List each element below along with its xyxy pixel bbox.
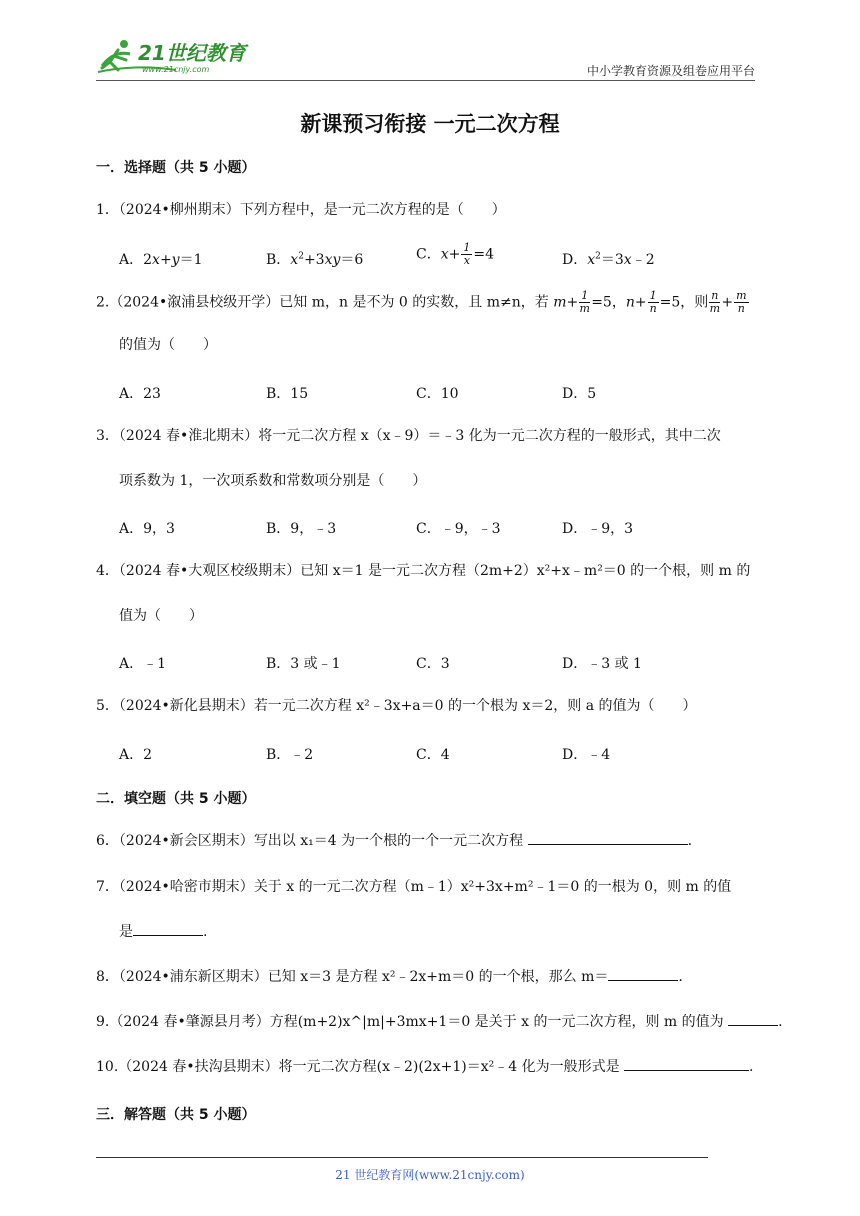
runner-logo-icon [96,36,256,76]
question-source: （2024 春•淮北期末） [118,428,259,444]
question-source: （2024•新会区期末） [118,833,254,849]
q2-option-c: C．10 [416,386,459,402]
question-7-continued: 是 . [119,924,208,940]
q2-option-a: A．23 [119,386,161,402]
question-text: 已知 x＝3 是方程 x²﹣2x+m＝0 的一个根，那么 m＝ [267,969,609,985]
question-2-continued: 的值为（ ） [119,337,217,353]
q5-option-b: B．﹣2 [266,747,314,763]
question-source: （2024•浦东新区期末） [118,969,268,985]
question-number: 10. [96,1059,119,1075]
question-text: 已知 x＝1 是一元二次方程（2m+2）x²+x﹣m²＝0 的一个根，则 m 的 [300,563,751,579]
footer-link[interactable]: 21 世纪教育网(www.21cnjy.com) [335,1168,525,1182]
question-source: （2024 春•扶沟县期末） [118,1059,279,1075]
question-source: （2024 春•肇源县月考） [109,1014,270,1030]
svg-text:www.21cnjy.com: www.21cnjy.com [142,65,210,74]
question-text: 写出以 x₁＝4 为一个根的一个一元二次方程 [253,833,524,849]
question-text: 方程(m+2)x^|m|+3mx+1＝0 是关于 x 的一元二次方程，则 m 的值为 [269,1014,724,1030]
q2-option-d: D．5 [562,386,597,402]
svg-text:21世纪教育: 21世纪教育 [138,41,246,65]
question-number: 1． [96,202,119,218]
question-source: （2024•哈密市期末） [118,879,254,895]
answer-blank[interactable] [133,934,203,936]
question-number: 6． [96,833,119,849]
question-source: （2024•柳州期末） [118,202,240,218]
q3-option-c: C．﹣9，﹣3 [416,521,501,537]
page-title: 新课预习衔接 一元二次方程 [300,112,560,136]
q3-option-a: A．9，3 [119,521,175,537]
question-7 [96,879,762,896]
section-answer-heading: 三．解答题（共 5 小题） [96,1107,256,1123]
q1-option-a: A．2x+y＝1 [119,252,203,268]
question-number: 5． [96,698,119,714]
answer-blank[interactable] [528,843,688,845]
question-4 [96,563,762,580]
q5-option-d: D．﹣4 [562,747,611,763]
q1-option-d: D．$x^2=3x﹣2$ [562,251,655,268]
question-text: 已知 m，n 是不为 0 的实数，且 m≠n，若 [279,294,549,311]
question-number: 7． [96,879,119,895]
question-number: 2. [96,294,110,311]
q3-option-b: B．9，﹣3 [266,521,337,537]
section-choice-heading: 一．选择题（共 5 小题） [96,160,256,176]
question-5 [96,698,762,715]
answer-blank[interactable] [624,1069,749,1071]
question-text: 是 [119,924,133,940]
question-number: 8． [96,969,119,985]
site-logo [96,36,256,76]
question-source: （2024•溆浦县校级开学） [109,294,280,311]
q1-option-b: B．$x^2+3xy=6$ [266,251,364,268]
question-source: （2024•新化县期末） [118,698,254,714]
q2-option-b: B．15 [266,386,309,402]
question-number: 9. [96,1014,110,1030]
question-text: 若一元二次方程 x²﹣3x+a＝0 的一个根为 x＝2，则 a 的值为（ ） [253,698,697,714]
question-1 [96,202,762,219]
q4-option-a: A．﹣1 [119,656,167,672]
question-9: 9.（2024 春•肇源县月考）方程(m+2)x^|m|+3mx+1＝0 是关于 x 的一元二次方程，则 m 的值为 . [96,1014,783,1030]
q1-option-c: C．x+ $\frac{1}{x}$ =4 [416,241,494,268]
question-3 [96,428,762,445]
footer-divider [96,1157,708,1158]
q5-option-c: C．4 [416,747,450,763]
q3-option-d: D．﹣9，3 [562,521,634,537]
question-source: （2024 春•大观区校级期末） [118,563,301,579]
question-6: 6．（2024•新会区期末）写出以 x₁＝4 为一个根的一个一元二次方程 . [96,833,693,849]
question-number: 4． [96,563,119,579]
answer-blank[interactable] [608,979,678,981]
q4-option-b: B．3 或﹣1 [266,656,341,672]
question-10: 10.（2024 春•扶沟县期末）将一元二次方程(x﹣2)(2x+1)＝x²﹣4 化为一般形式是 . [96,1059,754,1075]
platform-name: 中小学教育资源及组卷应用平台 [586,64,755,78]
answer-blank[interactable] [728,1024,778,1026]
question-3-continued: 项系数为 1，一次项系数和常数项分别是（ ） [119,473,427,489]
section-fill-heading: 二．填空题（共 5 小题） [96,791,256,807]
question-number: 3． [96,428,119,444]
question-text: 将一元二次方程 x（x﹣9）＝﹣3 化为一元二次方程的一般形式，其中二次 [258,428,721,444]
q5-option-a: A．2 [119,747,153,763]
q4-option-d: D．﹣3 或 1 [562,656,642,672]
question-8: 8．（2024•浦东新区期末）已知 x＝3 是方程 x²﹣2x+m＝0 的一个根，那么 m＝ . [96,969,683,985]
q4-option-c: C．3 [416,656,450,672]
question-text: 将一元二次方程(x﹣2)(2x+1)＝x²﹣4 化为一般形式是 [278,1059,620,1075]
question-text: 下列方程中，是一元二次方程的是（ ） [239,202,506,218]
header-divider [96,80,755,81]
question-4-continued: 值为（ ） [119,608,203,624]
question-2: 2.（2024•溆浦县校级开学）已知 m，n 是不为 0 的实数，且 m≠n，若 m+ $\frac{1}{m}$ =5，n+ $\frac{1}{n}$ =5，则 $\frac{n}{m}$ + $\frac{m}{n}$ [96,289,747,316]
question-text: 关于 x 的一元二次方程（m﹣1）x²+3x+m²﹣1＝0 的一根为 0，则 m 的值 [253,879,732,895]
